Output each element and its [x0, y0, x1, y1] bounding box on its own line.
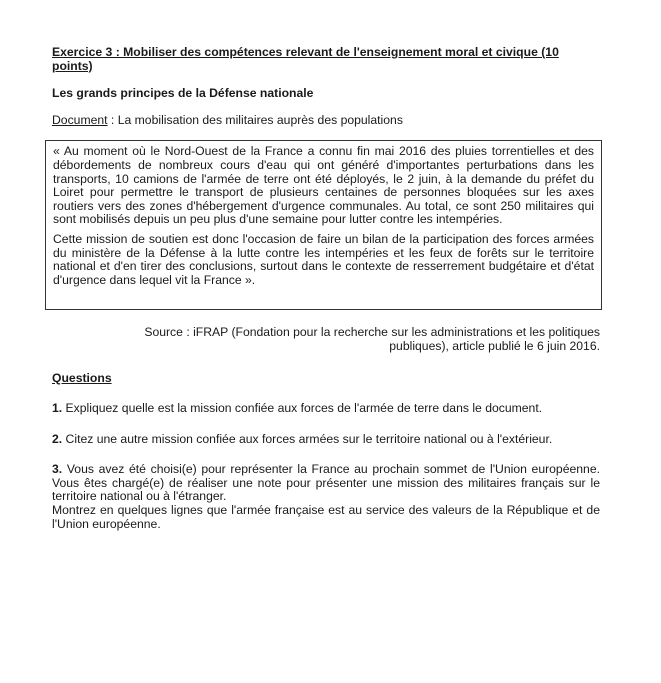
exercise-title: Exercice 3 : Mobiliser des compétences relevant de l'enseignement moral et civique (10 points) — [52, 45, 559, 73]
exercise-page — [52, 46, 600, 531]
exercise-subtitle: Les grands principes de la Défense nationale — [52, 86, 314, 101]
question-2-text: Citez une autre mission confiée aux forces armées sur le territoire national ou à l'extérieur. — [62, 431, 553, 446]
question-3 — [52, 463, 600, 504]
source-citation: Source : iFRAP (Fondation pour la recherche sur les administrations et les politiques publiques), article publié le 6 juin 2016. — [144, 325, 600, 353]
document-title: : La mobilisation des militaires auprès des populations — [107, 112, 403, 127]
question-2 — [52, 433, 600, 447]
question-1 — [52, 402, 600, 416]
question-3-text: Vous avez été choisi(e) pour représenter la France au prochain sommet de l'Union européenne. Vous êtes chargé(e) de réaliser une note pour présenter une mission des militaires français sur le territoire national ou à l'étranger. — [52, 462, 600, 504]
quote-paragraph-1: « Au moment où le Nord-Ouest de la France a connu fin mai 2016 des pluies torrentielles et des débordements de nombreux cours d'eau qui ont généré d'importantes perturbations dans les transports, 10 camions de l'armée de terre ont été déployés, le 2 juin, à la demande du préfet du Loiret pour permettre le transport de plusieurs centaines de personnes bloquées sur les axes routiers vers des zones d'hébergement d'urgence communales. Au total, ce sont 250 militaires qui sont mobilisés depuis un peu plus d'une semaine pour lutter contre les intempéries. — [53, 144, 594, 227]
quote-paragraph-2: Cette mission de soutien est donc l'occasion de faire un bilan de la participation des forces armées du ministère de la Défense à la lutte contre les intempéries et les feux de forêts sur le territoire national et d'en tirer des conclusions, surtout dans le contexte de resserrement budgétaire et d'état d'urgence dans lequel vit la France ». — [53, 231, 594, 287]
question-3-number: 3. — [52, 462, 63, 477]
question-3-continued: Montrez en quelques lignes que l'armée française est au service des valeurs de la République et de l'Union européenne. — [52, 503, 600, 531]
quote-box — [45, 140, 602, 310]
question-1-text: Expliquez quelle est la mission confiée aux forces de l'armée de terre dans le document. — [62, 401, 543, 416]
document-heading — [52, 114, 600, 128]
question-1-number: 1. — [52, 401, 63, 416]
question-2-number: 2. — [52, 431, 63, 446]
document-label: Document — [52, 112, 108, 127]
questions-heading: Questions — [52, 370, 112, 385]
